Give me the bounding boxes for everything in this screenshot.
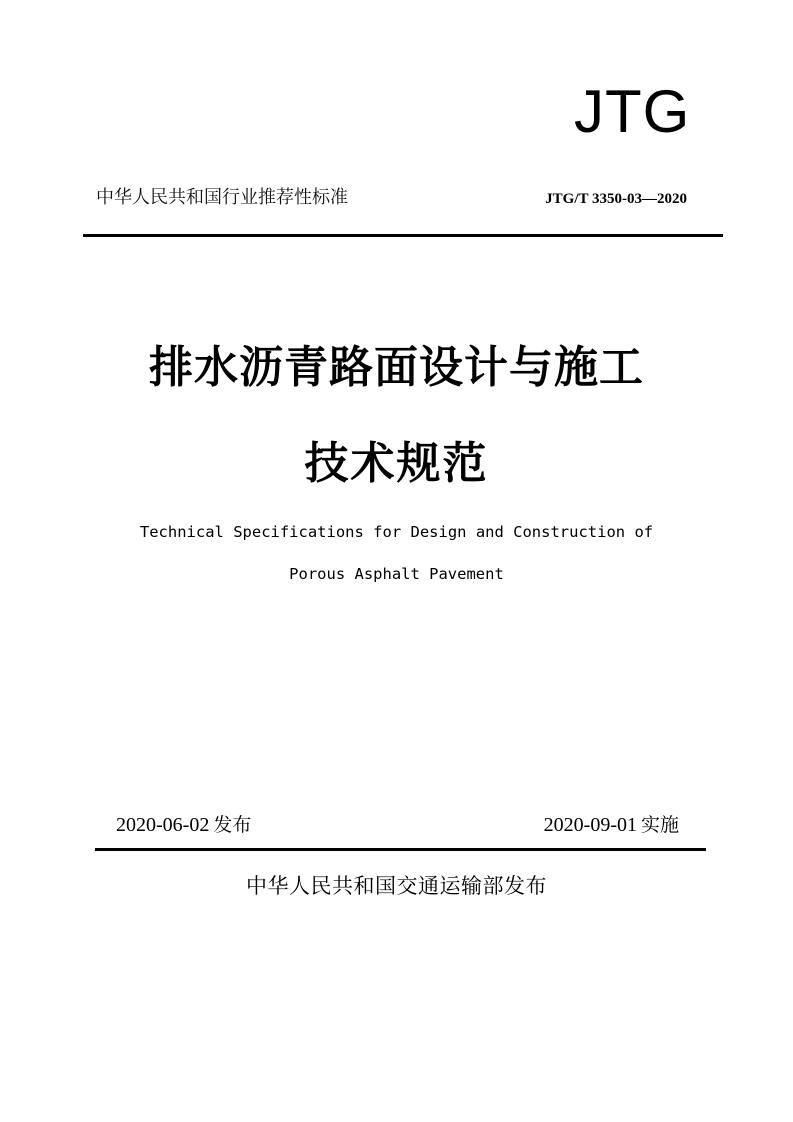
bottom-divider bbox=[95, 848, 706, 851]
publish-label: 发布 bbox=[213, 814, 252, 836]
publish-date-value: 2020-06-02 bbox=[116, 814, 210, 836]
implement-date bbox=[544, 815, 679, 835]
standard-category: 中华人民共和国行业推荐性标准 bbox=[96, 187, 348, 208]
standard-code: JTG/T 3350-03—2020 bbox=[545, 191, 687, 207]
publish-date bbox=[116, 815, 251, 835]
title-english-line2: Porous Asphalt Pavement bbox=[289, 565, 504, 583]
jtg-logo: JTG bbox=[574, 78, 691, 145]
implement-label: 实施 bbox=[640, 814, 679, 836]
issuer: 中华人民共和国交通运输部发布 bbox=[246, 874, 547, 898]
implement-date-value: 2020-09-01 bbox=[543, 814, 637, 836]
title-chinese-line2: 技术规范 bbox=[304, 438, 489, 489]
top-divider bbox=[83, 234, 723, 237]
title-english-line1: Technical Specifications for Design and Construction of bbox=[139, 523, 654, 541]
title-chinese-line1: 排水沥青路面设计与施工 bbox=[149, 342, 644, 393]
